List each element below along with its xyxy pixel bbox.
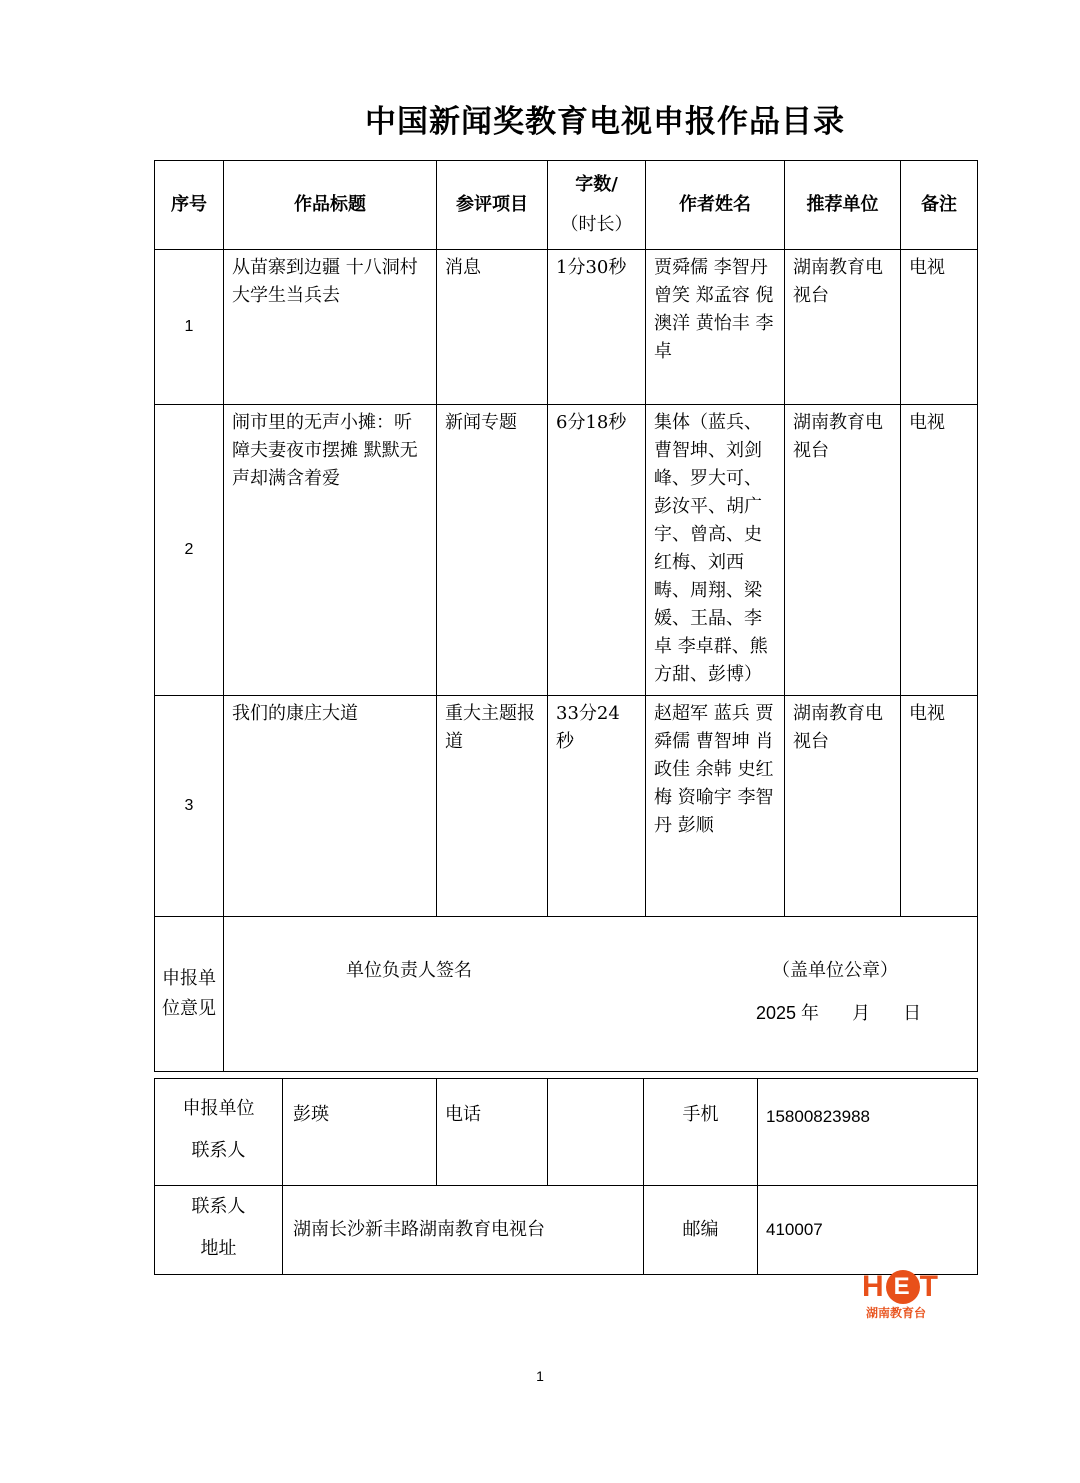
logo-text: 湖南教育台	[866, 1306, 927, 1320]
row-length: 6分18秒	[548, 405, 646, 696]
postcode-label: 邮编	[644, 1186, 758, 1275]
row-category: 新闻专题	[437, 405, 548, 696]
date-month: 月	[852, 1003, 871, 1023]
header-remarks: 备注	[901, 161, 978, 250]
row-unit: 湖南教育电视台	[785, 696, 901, 917]
mobile-value: 15800823988	[758, 1079, 978, 1186]
row-category: 重大主题报道	[437, 696, 548, 917]
logo-letter-e: E	[886, 1270, 920, 1304]
date-line	[756, 999, 949, 1027]
opinion-row	[155, 917, 978, 1072]
mobile-label: 手机	[644, 1079, 758, 1186]
phone-label: 电话	[437, 1079, 548, 1186]
logo-letter-t: T	[919, 1270, 940, 1303]
date-year: 2025 年	[756, 1003, 820, 1023]
row-authors: 贾舜儒 李智丹 曾笑 郑孟容 倪澳洋 黄怡丰 李卓	[646, 250, 785, 405]
row-work-title: 闹市里的无声小摊：听障夫妻夜市摆摊 默默无声却满含着爱	[224, 405, 437, 696]
row-remarks: 电视	[901, 696, 978, 917]
logo-letters	[862, 1270, 940, 1304]
row-seq: 2	[155, 405, 224, 696]
address-label	[155, 1186, 283, 1275]
row-seq: 3	[155, 696, 224, 917]
phone-value	[548, 1079, 644, 1186]
row-work-title: 我们的康庄大道	[224, 696, 437, 917]
row-remarks: 电视	[901, 405, 978, 696]
table-row	[155, 696, 978, 917]
table-row	[155, 250, 978, 405]
opinion-label: 申报单位意见	[155, 917, 224, 1072]
row-length: 33分24秒	[548, 696, 646, 917]
row-length: 1分30秒	[548, 250, 646, 405]
row-seq: 1	[155, 250, 224, 405]
contact-label-line2: 联系人	[191, 1140, 246, 1161]
address-label-line1: 联系人	[191, 1196, 246, 1217]
row-authors: 赵超军 蓝兵 贾舜儒 曹智坤 肖政佳 余韩 史红梅 资喻宇 李智丹 彭顺	[646, 696, 785, 917]
signature-label: 单位负责人签名	[346, 960, 472, 981]
date-day: 日	[903, 1003, 922, 1023]
header-length-line1: 字数/	[575, 174, 618, 195]
page-number: 1	[536, 1368, 544, 1384]
contact-table	[154, 1078, 978, 1275]
row-work-title: 从苗寨到边疆 十八洞村大学生当兵去	[224, 250, 437, 405]
header-length	[548, 161, 646, 250]
header-authors: 作者姓名	[646, 161, 785, 250]
contact-label	[155, 1079, 283, 1186]
address-value: 湖南长沙新丰路湖南教育电视台	[283, 1186, 644, 1275]
row-remarks: 电视	[901, 250, 978, 405]
header-seq: 序号	[155, 161, 224, 250]
page-title: 中国新闻奖教育电视申报作品目录	[365, 104, 845, 140]
header-category: 参评项目	[437, 161, 548, 250]
seal-label: （盖单位公章）	[772, 960, 898, 981]
works-table	[154, 160, 978, 1072]
table-row	[155, 405, 978, 696]
row-category: 消息	[437, 250, 548, 405]
contact-name: 彭瑛	[283, 1079, 437, 1186]
postcode-value: 410007	[758, 1186, 978, 1275]
contact-row	[155, 1079, 978, 1186]
row-unit: 湖南教育电视台	[785, 250, 901, 405]
address-label-line2: 地址	[200, 1238, 237, 1259]
header-work-title: 作品标题	[224, 161, 437, 250]
contact-label-line1: 申报单位	[182, 1098, 255, 1119]
logo-letter-h: H	[862, 1270, 886, 1303]
row-unit: 湖南教育电视台	[785, 405, 901, 696]
header-length-line2: （时长）	[560, 214, 633, 235]
header-row	[155, 161, 978, 250]
het-logo	[862, 1270, 942, 1320]
address-row	[155, 1186, 978, 1275]
opinion-body	[224, 917, 978, 1072]
row-authors: 集体（蓝兵、曹智坤、刘剑峰、罗大可、彭汝平、胡广宇、曾高、史红梅、刘西畴、周翔、梁媛、王晶、李卓 李卓群、熊方甜、彭博）	[646, 405, 785, 696]
header-unit: 推荐单位	[785, 161, 901, 250]
